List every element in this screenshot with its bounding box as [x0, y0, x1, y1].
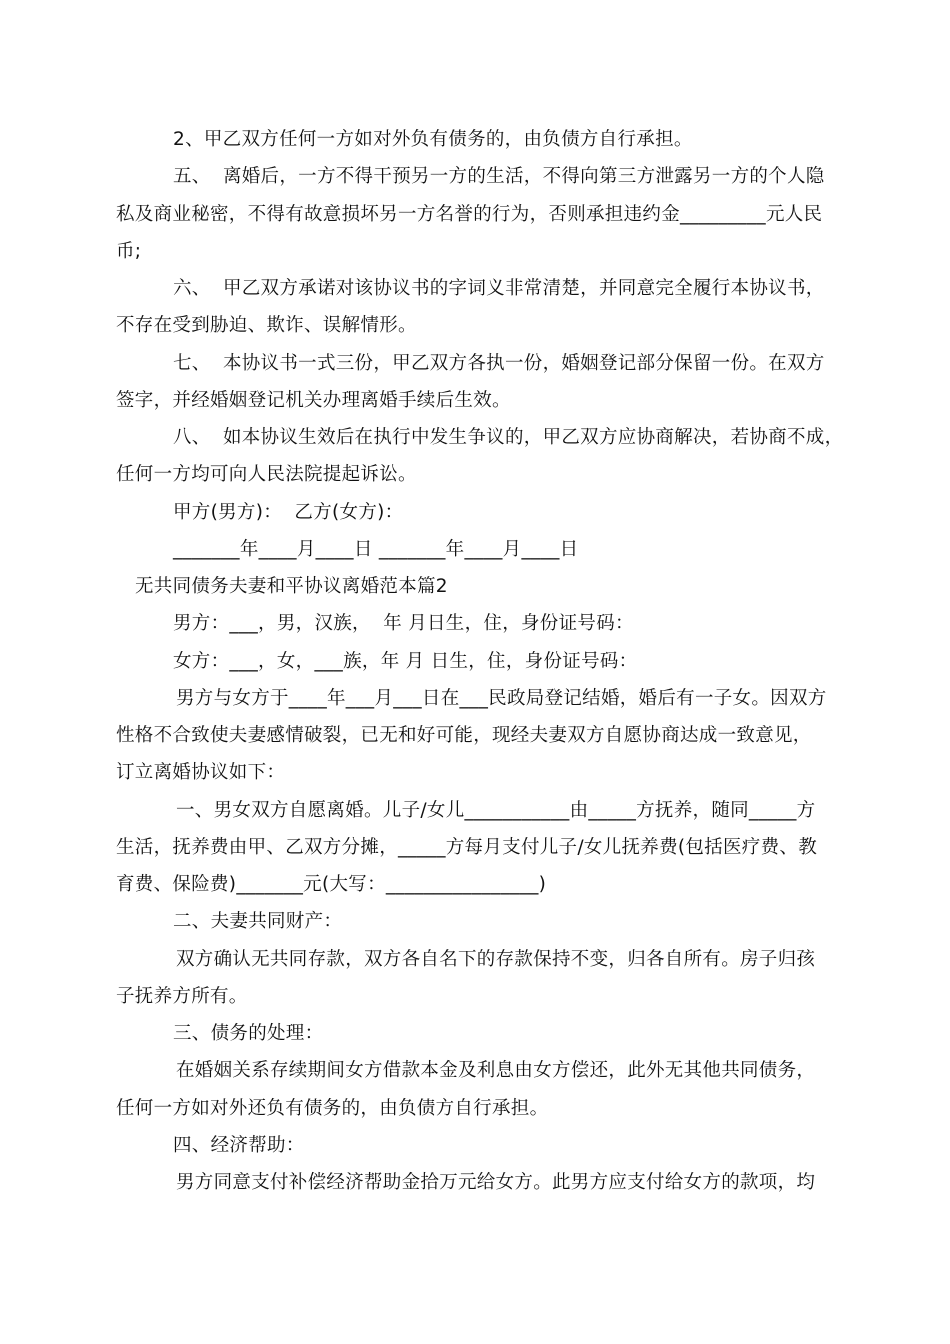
signature-label-line: 甲方(男方)： 乙方(女方)： — [173, 502, 404, 523]
text-line: 签字，并经婚姻登记机关办理离婚手续后生效。 — [116, 390, 511, 411]
text-line: 在婚姻关系存续期间女方借款本金及利息由女方偿还，此外无其他共同债务， — [176, 1060, 816, 1081]
text-line: 一、男女双方自愿离婚。儿子/女儿___________由_____方抚养，随同_____方 — [176, 800, 816, 821]
signature-date-line: _______年____月____日 _______年____月____日 — [173, 539, 579, 560]
text-line: 订立离婚协议如下： — [116, 762, 286, 783]
text-line: 八、 如本协议生效后在执行中发生争议的，甲乙双方应协商解决，若协商不成， — [173, 427, 844, 448]
text-line: 六、 甲乙双方承诺对该协议书的字词义非常清楚，并同意完全履行本协议书， — [173, 278, 825, 299]
text-line: 男方：___，男，汉族， 年 月日生，住，身份证号码： — [173, 613, 634, 634]
text-line: 男方同意支付补偿经济帮助金拾万元给女方。此男方应支付给女方的款项，均 — [176, 1172, 816, 1193]
text-line: 子抚养方所有。 — [116, 986, 248, 1007]
section-title: 无共同债务夫妻和平协议离婚范本篇2 — [135, 576, 448, 597]
section-heading: 三、债务的处理： — [173, 1023, 324, 1044]
text-line: 五、 离婚后，一方不得干预另一方的生活，不得向第三方泄露另一方的个人隐 — [173, 166, 825, 187]
text-line: 性格不合致使夫妻感情破裂，已无和好可能，现经夫妻双方自愿协商达成一致意见， — [116, 725, 812, 746]
section-heading: 四、经济帮助： — [173, 1135, 305, 1156]
text-line: 任何一方如对外还负有债务的，由负债方自行承担。 — [116, 1098, 549, 1119]
section-heading: 二、夫妻共同财产： — [173, 911, 343, 932]
text-line: 育费、保险费)_______元(大写：________________) — [116, 874, 547, 895]
text-line: 女方：___，女，___族，年 月 日生，住，身份证号码： — [173, 651, 638, 672]
text-line: 不存在受到胁迫、欺诈、误解情形。 — [116, 315, 417, 336]
text-line: 私及商业秘密，不得有故意损坏另一方名誉的行为，否则承担违约金_________元人民 — [116, 204, 823, 225]
text-line: 双方确认无共同存款，双方各自名下的存款保持不变，归各自所有。房子归孩 — [176, 949, 816, 970]
text-line: 币; — [116, 241, 142, 262]
text-line: 生活，抚养费由甲、乙双方分摊，_____方每月支付儿子/女儿抚养费(包括医疗费、教 — [116, 837, 818, 858]
text-line: 2、甲乙双方任何一方如对外负有债务的，由负债方自行承担。 — [173, 129, 693, 150]
text-line: 男方与女方于____年___月___日在___民政局登记结婚，婚后有一子女。因双方 — [176, 688, 827, 709]
text-line: 任何一方均可向人民法院提起诉讼。 — [116, 464, 417, 485]
text-line: 七、 本协议书一式三份，甲乙双方各执一份，婚姻登记部分保留一份。在双方 — [173, 353, 825, 374]
